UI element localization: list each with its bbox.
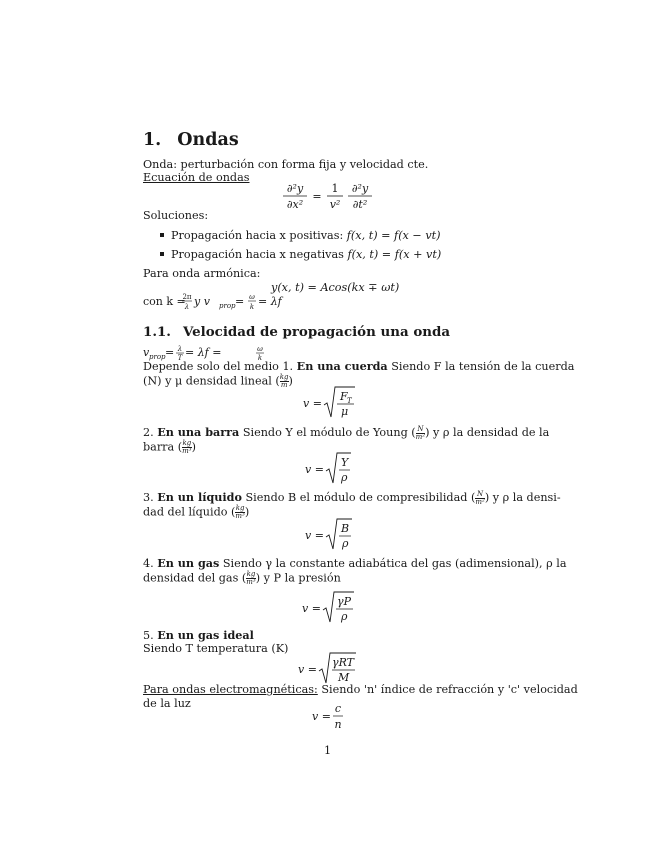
frac-num: N — [417, 424, 424, 433]
item-number: 4. — [143, 557, 158, 570]
eq-den: n — [334, 718, 342, 731]
unit-fraction — [475, 491, 484, 506]
equation-gas — [302, 590, 362, 626]
frac-num: N — [477, 489, 484, 498]
item-text: Siendo B el módulo de compresibilidad ( — [241, 491, 476, 504]
eq-num: γP — [337, 595, 351, 608]
wave-eq-rhs-den: ∂t² — [352, 198, 368, 211]
bullet-math: f(x, t) = f(x + vt) — [347, 248, 442, 261]
eq-den: ρ — [342, 537, 349, 550]
section-title: Ondas — [177, 130, 239, 150]
item-line2: dad del líquido ( — [143, 505, 236, 519]
eq-num: F — [340, 390, 348, 403]
vprop-mid: = λf = — [185, 346, 222, 359]
barra-line1 — [143, 425, 549, 441]
vprop-sub: prop — [149, 353, 166, 361]
frac-den: m³ — [182, 447, 192, 455]
vprop-b-num: ω — [257, 345, 263, 353]
em-text: Siendo 'n' índice de refracción y 'c' velocidad — [317, 683, 578, 696]
frac-num: kg — [235, 504, 245, 512]
k-frac-num: 2π — [182, 293, 192, 301]
section-number: 1. — [143, 130, 162, 150]
item-text: Siendo Y el módulo de Young ( — [239, 426, 416, 439]
equation-liquido — [305, 517, 360, 553]
bullet-dot — [160, 252, 164, 256]
frac-num: kg — [182, 439, 192, 447]
frac-num: kg — [279, 373, 289, 381]
item-number: 5. — [143, 629, 158, 642]
paren-close: ) — [288, 374, 293, 388]
item-bold: En un gas ideal — [157, 628, 254, 642]
harmonic-label: Para onda armónica: — [143, 267, 261, 280]
intro-text: Onda: perturbación con forma fija y velocidad cte. — [143, 158, 429, 171]
gas-ideal-line1 — [143, 628, 254, 643]
bullet-item — [160, 248, 441, 262]
item-bold: En una barra — [157, 425, 240, 439]
eq-lhs: v = — [305, 463, 324, 476]
eq-num: γRT — [332, 656, 354, 669]
eq-lhs: v = — [312, 710, 331, 723]
wave-equation-heading: Ecuación de ondas — [143, 171, 250, 184]
w-frac-den: k — [249, 303, 255, 311]
item-bold: En un gas — [157, 556, 220, 570]
medium-text2: Siendo F la tensión de la cuerda — [387, 360, 575, 373]
wave-eq-rhs-num: ∂²y — [351, 182, 369, 195]
frac-den: m² — [415, 432, 426, 441]
medium-paragraph-line1 — [143, 359, 574, 374]
unit-fraction — [235, 505, 244, 520]
wave-eq-lhs-den: ∂x² — [286, 198, 304, 211]
item-line2: densidad del gas ( — [143, 571, 247, 585]
eq-lhs: v = — [305, 529, 324, 542]
subsection-heading — [143, 324, 450, 340]
con-tail: = λf — [258, 295, 282, 308]
page-number: 1 — [324, 744, 332, 757]
frac-num: kg — [246, 570, 256, 578]
em-heading: Para ondas electromagnéticas: — [143, 683, 318, 696]
medium-paragraph-line2 — [143, 374, 293, 389]
con-prefix: con k = — [143, 295, 186, 308]
item-text2: ) y P la presión — [255, 571, 341, 585]
vprop-sub: prop — [219, 302, 236, 310]
item-bold: En un líquido — [157, 490, 242, 504]
wave-eq-coef-den: v² — [329, 198, 341, 211]
equation-barra — [305, 451, 360, 487]
item-text2: ) y ρ la densi- — [484, 491, 561, 504]
gas-line1 — [143, 556, 567, 571]
medium-text1: Depende solo del medio 1. — [143, 360, 297, 373]
vprop-b-den: k — [257, 354, 263, 362]
subsection-number: 1.1. — [143, 324, 171, 340]
item-text: Siendo γ la constante adiabática del gas (adimensional), ρ la — [219, 557, 567, 570]
eq-num-sub: T — [347, 397, 352, 405]
medium-bold: En una cuerda — [296, 359, 388, 373]
unit-fraction — [246, 571, 255, 586]
eq-den: ρ — [341, 610, 348, 623]
bullet-dot — [160, 233, 164, 237]
equation-gas-ideal — [298, 651, 368, 687]
em-line1 — [143, 683, 578, 697]
wave-eq-equals: = — [312, 190, 322, 203]
vprop-eq: = — [165, 346, 175, 359]
item-line2: barra ( — [143, 440, 183, 454]
eq-den: M — [338, 671, 350, 684]
vprop-a-den: T — [177, 354, 183, 362]
medium-line2: (N) y μ densidad lineal ( — [143, 374, 280, 388]
unit-fraction — [416, 426, 425, 441]
barra-line2 — [143, 440, 196, 455]
liquido-line2 — [143, 505, 249, 520]
eq-den: μ — [341, 405, 349, 418]
eq-lhs: v = — [303, 397, 322, 410]
gas-line2 — [143, 571, 341, 586]
eq-den: ρ — [341, 471, 348, 484]
harmonic-equation: y(x, t) = Acos(kx ∓ ωt) — [271, 281, 400, 294]
bullet-text: Propagación hacia x positivas: — [171, 229, 347, 242]
liquido-line1 — [143, 490, 561, 506]
eq-lhs: v = — [298, 663, 317, 676]
bullet-math: f(x, t) = f(x − vt) — [346, 229, 441, 242]
wave-equation — [280, 180, 390, 212]
gas-ideal-line2: Siendo T temperatura (K) — [143, 642, 289, 655]
wave-number-line — [143, 292, 293, 312]
vprop-v: v — [143, 346, 150, 359]
item-number: 2. — [143, 426, 158, 439]
bullet-item — [160, 229, 441, 243]
eq-num: Y — [341, 456, 349, 469]
solutions-label: Soluciones: — [143, 209, 209, 222]
k-frac-den: λ — [184, 303, 190, 311]
con-eq: = — [235, 295, 245, 308]
w-frac-num: ω — [249, 293, 255, 301]
item-text2: ) y ρ la densidad de la — [425, 426, 550, 439]
frac-den: m — [280, 381, 288, 389]
em-line2: de la luz — [143, 697, 191, 710]
bullet-text: Propagación hacia x negativas — [171, 248, 348, 261]
equation-cuerda — [303, 385, 363, 421]
equation-em — [312, 700, 352, 732]
item-number: 3. — [143, 491, 158, 504]
paren-close: ) — [191, 440, 196, 454]
eq-lhs: v = — [302, 602, 321, 615]
wave-eq-lhs-num: ∂²y — [286, 182, 304, 195]
frac-den: m³ — [235, 512, 245, 520]
frac-den: m³ — [246, 578, 256, 586]
eq-num: c — [334, 702, 342, 715]
wave-eq-coef-num: 1 — [331, 182, 339, 195]
section-heading — [143, 130, 239, 150]
paren-close: ) — [244, 505, 250, 519]
eq-num: B — [341, 522, 350, 535]
subsection-title: Velocidad de propagación una onda — [182, 324, 451, 340]
unit-fraction — [182, 440, 191, 455]
frac-den: m² — [475, 497, 485, 506]
kg-m-fraction — [280, 374, 289, 389]
vprop-a-num: λ — [177, 345, 183, 353]
con-mid: y v — [194, 295, 210, 308]
